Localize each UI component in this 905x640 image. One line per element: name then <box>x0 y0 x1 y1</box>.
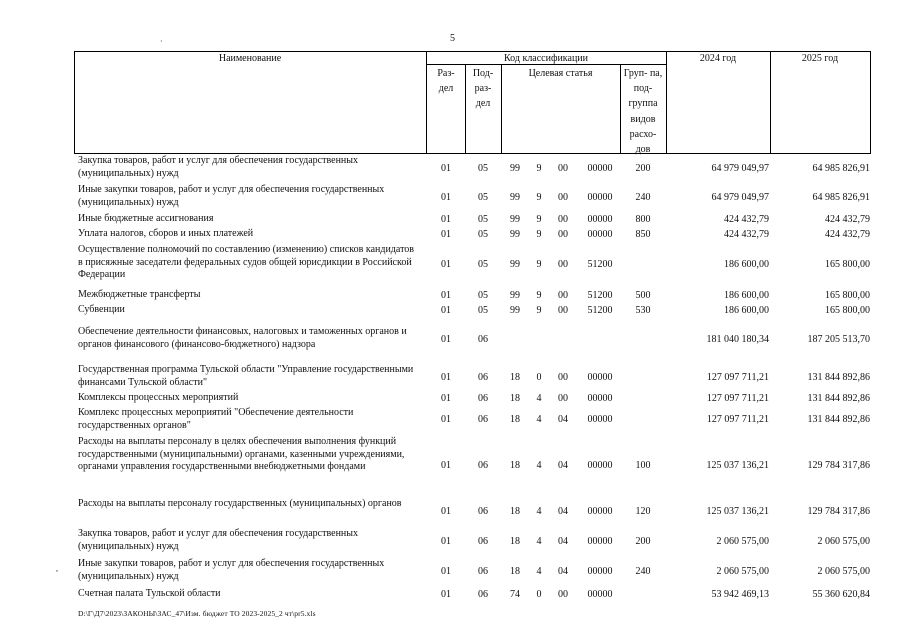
row-razdel: 01 <box>441 589 451 600</box>
header-name: Наименование <box>218 53 282 64</box>
row-cs1: 99 <box>510 305 520 316</box>
table-row <box>0 498 905 526</box>
row-cs1: 18 <box>510 506 520 517</box>
row-cs4: 00000 <box>587 372 613 383</box>
row-razdel: 01 <box>441 214 451 225</box>
row-cs3: 00 <box>558 163 568 174</box>
row-cs4: 00000 <box>587 506 613 517</box>
row-cs3: 00 <box>558 214 568 225</box>
row-2024: 2 060 575,00 <box>716 566 769 577</box>
row-2024: 127 097 711,21 <box>706 372 769 383</box>
row-cs2: 0 <box>536 372 542 383</box>
row-name: Межбюджетные трансферты <box>78 289 201 300</box>
row-razdel: 01 <box>441 192 451 203</box>
row-name: Счетная палата Тульской области <box>78 588 221 599</box>
file-path-footer: D:\Г\Д7\2023\ЗАКОНЫ\ЗАС_47\Изм. бюджет ТО 2023-2025_2 чт\pr5.xls <box>78 609 316 618</box>
row-razdel: 01 <box>441 506 451 517</box>
row-podrazdel: 05 <box>478 214 488 225</box>
row-cs2: 9 <box>536 229 542 240</box>
row-podrazdel: 06 <box>478 589 488 600</box>
row-cs3: 00 <box>558 290 568 301</box>
row-cs3: 00 <box>558 305 568 316</box>
row-2025: 55 360 620,84 <box>812 589 870 600</box>
row-name: Комплекс процессных мероприятий "Обеспечение деятельности государственных органов" <box>78 407 354 431</box>
row-vr: 200 <box>635 536 651 547</box>
row-cs4: 51200 <box>587 290 613 301</box>
row-cs4: 00000 <box>587 460 613 471</box>
row-podrazdel: 06 <box>478 334 488 345</box>
row-cs2: 9 <box>536 290 542 301</box>
row-podrazdel: 06 <box>478 460 488 471</box>
row-razdel: 01 <box>441 566 451 577</box>
row-razdel: 01 <box>441 334 451 345</box>
table-row <box>0 213 905 227</box>
row-podrazdel: 06 <box>478 372 488 383</box>
row-cs2: 9 <box>536 163 542 174</box>
row-cs4: 00000 <box>587 589 613 600</box>
row-2025: 165 800,00 <box>825 305 870 316</box>
row-vr: 240 <box>635 192 651 203</box>
row-cs1: 99 <box>510 259 520 270</box>
row-razdel: 01 <box>441 393 451 404</box>
row-cs3: 04 <box>558 536 568 547</box>
row-name: Закупка товаров, работ и услуг для обеспечения государственных (муниципальных) нужд <box>78 528 359 552</box>
row-cs4: 00000 <box>587 229 613 240</box>
row-podrazdel: 05 <box>478 305 488 316</box>
page-number: 5 <box>450 33 455 44</box>
table-row <box>0 304 905 318</box>
header-year-2025: 2025 год <box>801 53 839 64</box>
row-podrazdel: 05 <box>478 259 488 270</box>
row-razdel: 01 <box>441 290 451 301</box>
row-2025: 2 060 575,00 <box>817 536 870 547</box>
row-name: Уплата налогов, сборов и иных платежей <box>78 228 254 239</box>
table-row <box>0 528 905 556</box>
row-podrazdel: 06 <box>478 536 488 547</box>
row-cs2: 4 <box>536 393 542 404</box>
row-2024: 64 979 049,97 <box>711 192 769 203</box>
table-row <box>0 244 905 286</box>
row-2024: 125 037 136,21 <box>706 460 769 471</box>
row-vr: 530 <box>635 305 651 316</box>
row-podrazdel: 06 <box>478 506 488 517</box>
row-cs4: 00000 <box>587 192 613 203</box>
row-cs2: 9 <box>536 192 542 203</box>
row-2024: 125 037 136,21 <box>706 506 769 517</box>
row-podrazdel: 06 <box>478 414 488 425</box>
row-2024: 53 942 469,13 <box>711 589 769 600</box>
row-2024: 2 060 575,00 <box>716 536 769 547</box>
row-cs3: 00 <box>558 192 568 203</box>
row-cs4: 00000 <box>587 536 613 547</box>
stray-mark: · <box>160 37 163 46</box>
row-razdel: 01 <box>441 414 451 425</box>
row-cs3: 00 <box>558 372 568 383</box>
row-name: Иные закупки товаров, работ и услуг для обеспечения государственных (муниципальных) нужд <box>78 558 385 582</box>
row-vr: 500 <box>635 290 651 301</box>
row-cs4: 00000 <box>587 393 613 404</box>
row-cs3: 04 <box>558 566 568 577</box>
row-cs1: 99 <box>510 290 520 301</box>
row-name: Осуществление полномочий по составлению (изменению) списков кандидатов в присяжные заседатели федеральных судов общей юрисдикции в Российской Федерации <box>78 244 415 280</box>
row-podrazdel: 05 <box>478 192 488 203</box>
table-row <box>0 289 905 303</box>
row-2024: 186 600,00 <box>724 290 769 301</box>
row-2024: 127 097 711,21 <box>706 414 769 425</box>
row-cs3: 04 <box>558 460 568 471</box>
row-cs2: 0 <box>536 589 542 600</box>
row-vr: 120 <box>635 506 651 517</box>
row-cs3: 00 <box>558 393 568 404</box>
row-razdel: 01 <box>441 259 451 270</box>
row-2024: 64 979 049,97 <box>711 163 769 174</box>
row-cs2: 4 <box>536 566 542 577</box>
row-cs1: 18 <box>510 393 520 404</box>
table-row <box>0 364 905 392</box>
row-podrazdel: 06 <box>478 566 488 577</box>
row-cs1: 18 <box>510 460 520 471</box>
row-cs4: 00000 <box>587 214 613 225</box>
table-row <box>0 558 905 586</box>
row-razdel: 01 <box>441 163 451 174</box>
row-cs4: 00000 <box>587 163 613 174</box>
row-vr: 200 <box>635 163 651 174</box>
row-cs4: 00000 <box>587 414 613 425</box>
row-cs3: 00 <box>558 589 568 600</box>
header-expense-group: Груп- па, под- группа видов расхо- дов <box>623 68 663 156</box>
row-name: Иные бюджетные ассигнования <box>78 213 214 224</box>
header-section: Раз- дел <box>437 68 455 95</box>
row-razdel: 01 <box>441 229 451 240</box>
row-2025: 424 432,79 <box>825 214 870 225</box>
row-2025: 131 844 892,86 <box>807 372 870 383</box>
row-2025: 64 985 826,91 <box>812 163 870 174</box>
row-cs1: 18 <box>510 372 520 383</box>
row-cs3: 04 <box>558 506 568 517</box>
row-razdel: 01 <box>441 372 451 383</box>
header-target-article: Целевая статья <box>528 68 593 79</box>
table-row <box>0 326 905 356</box>
row-podrazdel: 05 <box>478 163 488 174</box>
row-cs4: 00000 <box>587 566 613 577</box>
table-row <box>0 228 905 242</box>
row-cs1: 18 <box>510 414 520 425</box>
row-name: Иные закупки товаров, работ и услуг для обеспечения государственных (муниципальных) нужд <box>78 184 385 208</box>
table-row <box>0 155 905 182</box>
row-cs1: 99 <box>510 214 520 225</box>
row-name: Расходы на выплаты персоналу в целях обеспечения выполнения функций государственными (муниципальными) органами, казенными учреждениями, органами управления государственными внебюджетными фондами <box>78 436 405 472</box>
table-row <box>0 436 905 496</box>
row-2025: 64 985 826,91 <box>812 192 870 203</box>
row-vr: 100 <box>635 460 651 471</box>
row-cs2: 4 <box>536 460 542 471</box>
row-razdel: 01 <box>441 305 451 316</box>
row-2025: 165 800,00 <box>825 290 870 301</box>
row-cs1: 18 <box>510 536 520 547</box>
row-2025: 187 205 513,70 <box>807 334 870 345</box>
row-name: Закупка товаров, работ и услуг для обеспечения государственных (муниципальных) нужд <box>78 155 359 179</box>
row-2025: 129 784 317,86 <box>807 506 870 517</box>
row-2024: 181 040 180,34 <box>706 334 769 345</box>
stray-mark: , <box>56 564 58 573</box>
row-cs1: 99 <box>510 229 520 240</box>
row-vr: 800 <box>635 214 651 225</box>
row-cs1: 74 <box>510 589 520 600</box>
header-year-2024: 2024 год <box>699 53 737 64</box>
row-name: Расходы на выплаты персоналу государственных (муниципальных) органов <box>78 498 402 509</box>
row-cs1: 99 <box>510 192 520 203</box>
row-cs4: 51200 <box>587 259 613 270</box>
row-cs2: 4 <box>536 414 542 425</box>
row-cs2: 9 <box>536 305 542 316</box>
row-name: Обеспечение деятельности финансовых, налоговых и таможенных органов и органов финансового (финансово-бюджетного) надзора <box>78 326 407 350</box>
row-cs2: 9 <box>536 214 542 225</box>
row-2025: 131 844 892,86 <box>807 414 870 425</box>
row-cs3: 04 <box>558 414 568 425</box>
table-row <box>0 407 905 435</box>
row-2024: 424 432,79 <box>724 229 769 240</box>
row-2024: 186 600,00 <box>724 305 769 316</box>
header-classification: Код классификации <box>503 53 589 64</box>
row-2025: 129 784 317,86 <box>807 460 870 471</box>
row-2024: 186 600,00 <box>724 259 769 270</box>
row-razdel: 01 <box>441 536 451 547</box>
row-2024: 127 097 711,21 <box>706 393 769 404</box>
row-name: Субвенции <box>78 304 125 315</box>
row-cs3: 00 <box>558 229 568 240</box>
row-cs3: 00 <box>558 259 568 270</box>
row-cs4: 51200 <box>587 305 613 316</box>
table-row <box>0 392 905 406</box>
row-cs2: 9 <box>536 259 542 270</box>
row-2025: 424 432,79 <box>825 229 870 240</box>
row-cs2: 4 <box>536 536 542 547</box>
row-cs1: 18 <box>510 566 520 577</box>
row-podrazdel: 06 <box>478 393 488 404</box>
row-cs1: 99 <box>510 163 520 174</box>
header-subsection: Под- раз- дел <box>472 68 494 110</box>
row-vr: 850 <box>635 229 651 240</box>
row-razdel: 01 <box>441 460 451 471</box>
row-vr: 240 <box>635 566 651 577</box>
row-2025: 2 060 575,00 <box>817 566 870 577</box>
row-cs2: 4 <box>536 506 542 517</box>
row-2025: 131 844 892,86 <box>807 393 870 404</box>
row-name: Комплексы процессных мероприятий <box>78 392 239 403</box>
row-name: Государственная программа Тульской области "Управление государственными финансами Тульской области" <box>78 364 414 388</box>
row-2025: 165 800,00 <box>825 259 870 270</box>
row-podrazdel: 05 <box>478 229 488 240</box>
table-row <box>0 184 905 211</box>
row-podrazdel: 05 <box>478 290 488 301</box>
row-2024: 424 432,79 <box>724 214 769 225</box>
table-row <box>0 588 905 602</box>
